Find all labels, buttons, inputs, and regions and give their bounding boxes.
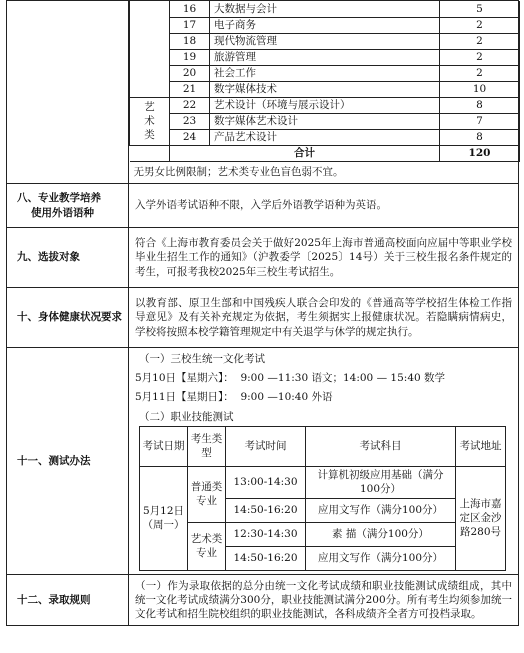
major-quota: 8 [440, 97, 520, 113]
major-quota: 8 [440, 129, 520, 145]
header-address: 考试地址 [456, 426, 506, 466]
table-row [140, 522, 506, 546]
major-name: 现代物流管理 [210, 33, 440, 49]
table-row [130, 129, 520, 145]
table-row [130, 65, 520, 81]
major-number: 24 [170, 129, 210, 145]
major-quota: 10 [440, 81, 520, 97]
major-name: 大数据与会计 [210, 1, 440, 17]
exam-subject: 计算机初级应用基础（满分100分） [306, 466, 456, 498]
major-number: 16 [170, 1, 210, 17]
table-row [130, 97, 520, 113]
major-quota: 2 [440, 33, 520, 49]
culture-exam-title: （一）三校生统一文化考试 [139, 353, 265, 365]
major-name: 电子商务 [210, 17, 440, 33]
section-label: 十一、测试办法 [7, 348, 129, 575]
major-name: 数字媒体技术 [210, 81, 440, 97]
section-text: （一）作为录取依据的总分由统一文化考试成绩和职业技能测试成绩组成，其中统一文化考试成绩满分300分，职业技能测试满分200分。所有考生均须参加统一文化考试和招生院校组织的职业技能测试，各科成绩齐全者方可投档录取。 [129, 574, 519, 626]
major-number: 21 [170, 81, 210, 97]
skills-test-title: （二）职业技能测试 [139, 410, 234, 423]
exam-subject: 应用文写作（满分100分） [306, 498, 456, 522]
total-value: 120 [440, 145, 520, 161]
major-number: 19 [170, 49, 210, 65]
major-name: 社会工作 [210, 65, 440, 81]
major-number: 20 [170, 65, 210, 81]
table-header-row [140, 426, 506, 466]
section-label: 十二、录取规则 [7, 574, 129, 626]
skills-test-table [139, 426, 506, 571]
section-health [7, 288, 519, 348]
major-number: 22 [170, 97, 210, 113]
major-name: 旅游管理 [210, 49, 440, 65]
table-row [130, 81, 520, 97]
section-testing [7, 348, 519, 575]
total-label: 合计 [170, 145, 440, 161]
exam-time: 12:30-14:30 [226, 522, 306, 546]
section-text: 符合《上海市教育委员会关于做好2025年上海市普通高校面向应届中等职业学校毕业生招生工作的通知》（沪教委学〔2025〕14号）关于三校生报名条件规定的考生，可报考我校2025年三校生考试招生。 [129, 228, 519, 288]
admission-brochure-table [6, 0, 519, 626]
major-quota: 2 [440, 65, 520, 81]
section-label: 十、身体健康状况要求 [7, 288, 129, 348]
exam-address: 上海市嘉定区金沙路280号 [456, 466, 506, 570]
quota-note: 无男女比例限制；艺术类专业色盲色弱不宜。 [130, 161, 520, 183]
section-text: 以教育部、原卫生部和中国残疾人联合会印发的《普通高等学校招生体检工作指导意见》及有关补充规定为依据，考生须据实上报健康状况。若隐瞒病情病史，学校将按照本校学籍管理规定中有关退学与休学的规定执行。 [129, 288, 519, 348]
section-text: 入学外语考试语种不限，入学后外语教学语种为英语。 [129, 184, 519, 228]
major-number: 23 [170, 113, 210, 129]
note-row [130, 161, 520, 183]
exam-time: 14:50-16:20 [226, 546, 306, 570]
header-type: 考生类型 [188, 426, 226, 466]
section-foreign-language [7, 184, 519, 228]
major-quota: 5 [440, 1, 520, 17]
total-row [130, 145, 520, 161]
major-name: 数字媒体艺术设计 [210, 113, 440, 129]
majors-label-cell [7, 1, 129, 184]
major-number: 18 [170, 33, 210, 49]
total-spacer [130, 145, 170, 161]
majors-body-cell [129, 1, 519, 184]
major-quota: 2 [440, 49, 520, 65]
major-quota: 2 [440, 17, 520, 33]
section-label: 八、专业教学培养 使用外语语种 [7, 184, 129, 228]
majors-quota-row [7, 1, 519, 184]
exam-time: 14:50-16:20 [226, 498, 306, 522]
type-general: 普通类专业 [188, 466, 226, 522]
table-row [130, 1, 520, 17]
table-row [130, 33, 520, 49]
exam-subject: 应用文写作（满分100分） [306, 546, 456, 570]
table-row [130, 17, 520, 33]
art-category-cell: 艺术类 [130, 97, 170, 145]
exam-time: 13:00-14:30 [226, 466, 306, 498]
culture-exam-day2: 5月11日【星期日】： 9:00 —10:40 外语 [135, 391, 333, 404]
testing-body [129, 348, 519, 575]
exam-date: 5月12日（周一） [140, 466, 188, 570]
major-number: 17 [170, 17, 210, 33]
majors-quota-table [129, 1, 520, 183]
header-date: 考试日期 [140, 426, 188, 466]
major-name: 产品艺术设计 [210, 129, 440, 145]
table-row [130, 113, 520, 129]
culture-exam-day1: 5月10日【星期六】： 9:00 —11:30 语文；14:00 — 15:40 数学 [135, 372, 446, 385]
category-cell [130, 1, 170, 97]
exam-subject: 素 描（满分100分） [306, 522, 456, 546]
header-time: 考试时间 [226, 426, 306, 466]
section-label: 九、选拔对象 [7, 228, 129, 288]
type-art: 艺术类专业 [188, 522, 226, 570]
table-row [130, 49, 520, 65]
section-admission-rules [7, 574, 519, 626]
table-row [140, 466, 506, 498]
header-subject: 考试科目 [306, 426, 456, 466]
major-name: 艺术设计（环境与展示设计） [210, 97, 440, 113]
major-quota: 7 [440, 113, 520, 129]
section-eligibility [7, 228, 519, 288]
